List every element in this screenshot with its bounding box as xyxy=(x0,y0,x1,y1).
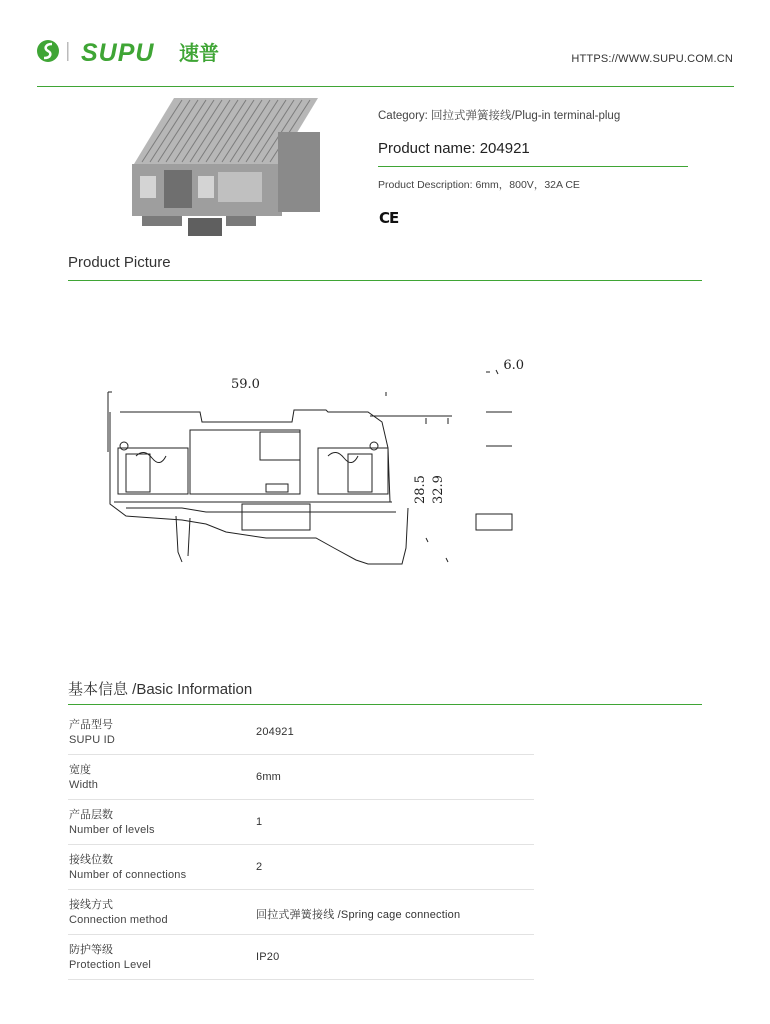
product-category: Category: 回拉式弹簧接线/Plug-in terminal-plug xyxy=(378,110,621,122)
row-value: 回拉式弹簧接线 /Spring cage connection xyxy=(256,909,461,921)
dim-depth-label: 6.0 xyxy=(503,358,524,373)
row-value: 6mm xyxy=(256,771,282,783)
row-label-en: Number of levels xyxy=(69,824,155,836)
row-label-en: Connection method xyxy=(69,914,168,926)
website-url[interactable]: HTTPS://WWW.SUPU.COM.CN xyxy=(571,53,733,65)
dim-width-label: 59.0 xyxy=(231,377,260,392)
dim-height-inner-label: 28.5 xyxy=(413,475,428,504)
supu-logo[interactable] xyxy=(36,36,236,68)
table-row xyxy=(68,710,534,755)
table-row xyxy=(68,755,534,800)
product-name-divider xyxy=(378,166,688,167)
product-description: Product Description: 6mm，800V，32A CE xyxy=(378,179,580,191)
row-value: IP20 xyxy=(256,951,280,963)
ce-mark-icon: CE xyxy=(379,209,399,227)
row-label-cn: 接线方式 xyxy=(69,899,113,911)
row-label-cn: 产品型号 xyxy=(69,719,113,731)
product-picture-divider xyxy=(68,280,702,281)
product-photo xyxy=(128,92,324,242)
basic-info-divider xyxy=(68,704,702,705)
dim-height-outer-label: 32.9 xyxy=(431,475,446,504)
row-value: 1 xyxy=(256,816,263,828)
svg-text:速普: 速普 xyxy=(179,41,219,65)
header-divider xyxy=(37,86,734,87)
table-row xyxy=(68,890,534,935)
row-label-cn: 防护等级 xyxy=(69,944,113,956)
row-label-cn: 宽度 xyxy=(69,764,91,776)
row-value: 2 xyxy=(256,861,263,873)
row-label-en: Width xyxy=(69,779,99,791)
basic-info-title: 基本信息 /Basic Information xyxy=(68,681,253,698)
row-label-en: Number of connections xyxy=(69,869,187,881)
table-row xyxy=(68,800,534,845)
table-row xyxy=(68,935,534,980)
svg-text:SUPU: SUPU xyxy=(81,39,155,67)
product-name: Product name: 204921 xyxy=(378,140,530,157)
row-label-cn: 接线位数 xyxy=(69,854,113,866)
row-label-en: SUPU ID xyxy=(69,734,116,746)
product-picture-title: Product Picture xyxy=(68,254,171,271)
row-value: 204921 xyxy=(256,726,294,738)
row-label-en: Protection Level xyxy=(69,959,152,971)
basic-info-table xyxy=(68,710,534,980)
table-row xyxy=(68,845,534,890)
technical-drawing xyxy=(96,352,526,572)
row-label-cn: 产品层数 xyxy=(69,809,113,821)
